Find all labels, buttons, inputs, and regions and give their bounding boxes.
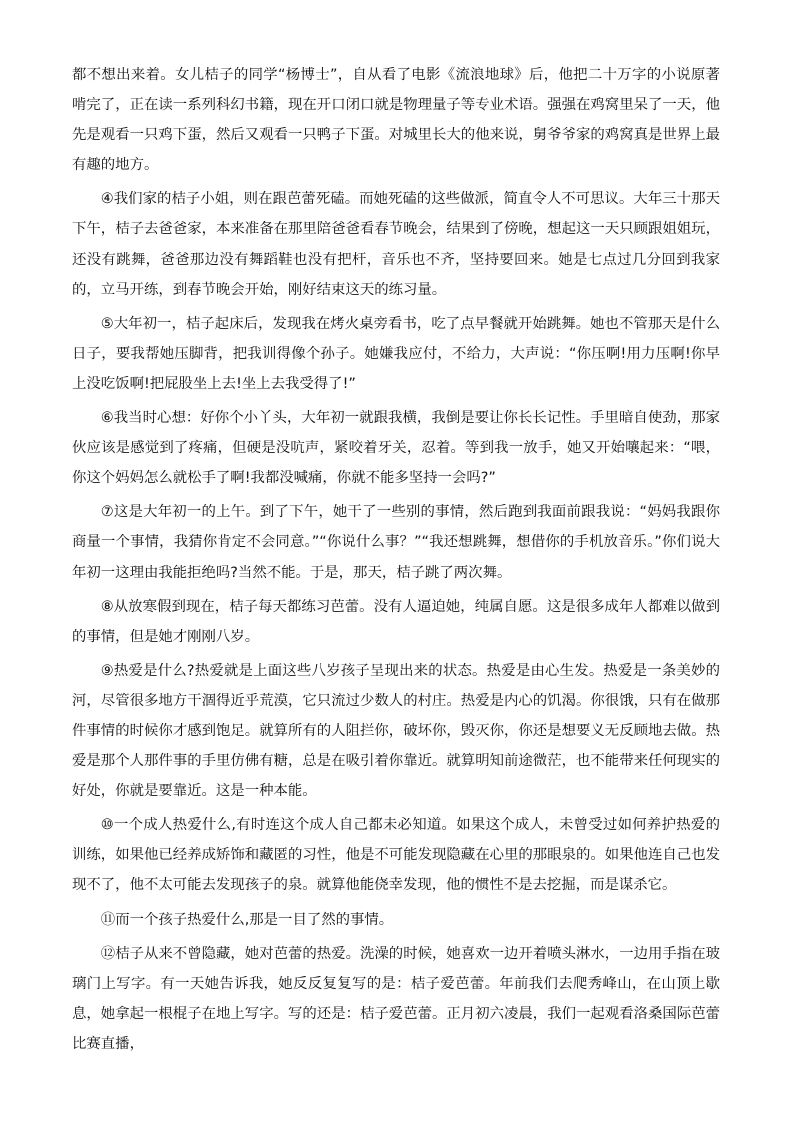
paragraph-6: ⑥我当时心想：好你个小丫头，大年初一就跟我横，我倒是要让你长长记性。手里暗自使劲，那家伙应该是感觉到了疼痛，但硬是没吭声，紧咬着牙关，忍着。等到我一放手，她又开始嚷起来：“喂，你这个妈妈怎么就松手了啊!我都没喊痛，你就不能多坚持一会吗?” [72, 410, 720, 487]
paragraph-5: ⑤大年初一，桔子起床后，发现我在烤火桌旁看书，吃了点早餐就开始跳舞。她也不管那天是什么日子，要我帮她压脚背，把我训得像个孙子。她嫌我应付，不给力，大声说：“你压啊!用力压啊!你早上没吃饭啊!把屁股坐上去!坐上去我受得了!” [72, 315, 720, 392]
paragraph-7: ⑦这是大年初一的上午。到了下午，她干了一些别的事情，然后跑到我面前跟我说：“妈妈我跟你商量一个事情，我猜你肯定不会同意。”“你说什么事？”“我还想跳舞，想借你的手机放音乐。”你们说大年初一这理由我能拒绝吗?当然不能。于是，那天，桔子跳了两次舞。 [72, 504, 720, 581]
paragraph-4: ④我们家的桔子小姐，则在跟芭蕾死磕。而她死磕的这些做派，简直令人不可思议。大年三十那天下午，桔子去爸爸家，本来准备在那里陪爸爸看春节晚会，结果到了傍晚，想起这一天只顾跟姐姐玩，还没有跳舞，爸爸那边没有舞蹈鞋也没有把杆，音乐也不齐，坚持要回来。她是七点过几分回到我家的，立马开练，到春节晚会开始，刚好结束这天的练习量。 [72, 191, 720, 298]
paragraph-8: ⑧从放寒假到现在，桔子每天都练习芭蕾。没有人逼迫她，纯属自愿。这是很多成年人都难以做到的事情，但是她才刚刚八岁。 [72, 598, 720, 645]
paragraph-11: ⑪而一个孩子热爱什么,那是一目了然的事情。 [100, 911, 394, 928]
paragraph-9: ⑨热爱是什么?热爱就是上面这些八岁孩子呈现出来的状态。热爱是由心生发。热爱是一条美妙的河，尽管很多地方干涸得近乎荒漠，它只流过少数人的村庄。热爱是内心的饥渴。你很饿，只有在做那件事情的时候你才感到饱足。就算所有的人阻拦你，破坏你，毁灭你，你还是想要义无反顾地去做。热爱是那个人那件事的手里仿佛有糖，总是在吸引着你靠近。就算明知前途微茫，也不能带来任何现实的好处，你就是要靠近。这是一种本能。 [72, 662, 720, 800]
paragraph-continuation: 都不想出来着。女儿桔子的同学“杨博士”，自从看了电影《流浪地球》后，他把二十万字的小说原著啃完了，正在读一系列科幻书籍，现在开口闭口就是物理量子等专业术语。强强在鸡窝里呆了一天，他先是观看一只鸡下蛋，然后又观看一只鸭子下蛋。对城里长大的他来说，舅爷爷家的鸡窝真是世界上最有趣的地方。 [72, 67, 720, 174]
paragraph-12: ⑫桔子从来不曾隐藏，她对芭蕾的热爱。洗澡的时候，她喜欢一边开着喷头淋水，一边用手指在玻璃门上写字。有一天她告诉我，她反反复复写的是：桔子爱芭蕾。年前我们去爬秀峰山，在山顶上歇息，她拿起一根棍子在地上写字。写的还是：桔子爱芭蕾。正月初六凌晨，我们一起观看洛桑国际芭蕾比赛直播， [72, 945, 720, 1052]
document-page [72, 60, 720, 1063]
paragraph-10: ⑩一个成人热爱什么,有时连这个成人自己都未必知道。如果这个成人，未曾受过如何养护热爱的训练，如果他已经养成矫饰和藏匿的习性，他是不可能发现隐藏在心里的那眼泉的。如果他连自己也发现不了，他不太可能去发现孩子的泉。就算他能侥幸发现，他的惯性不是去挖掘，而是谋杀它。 [72, 817, 720, 894]
